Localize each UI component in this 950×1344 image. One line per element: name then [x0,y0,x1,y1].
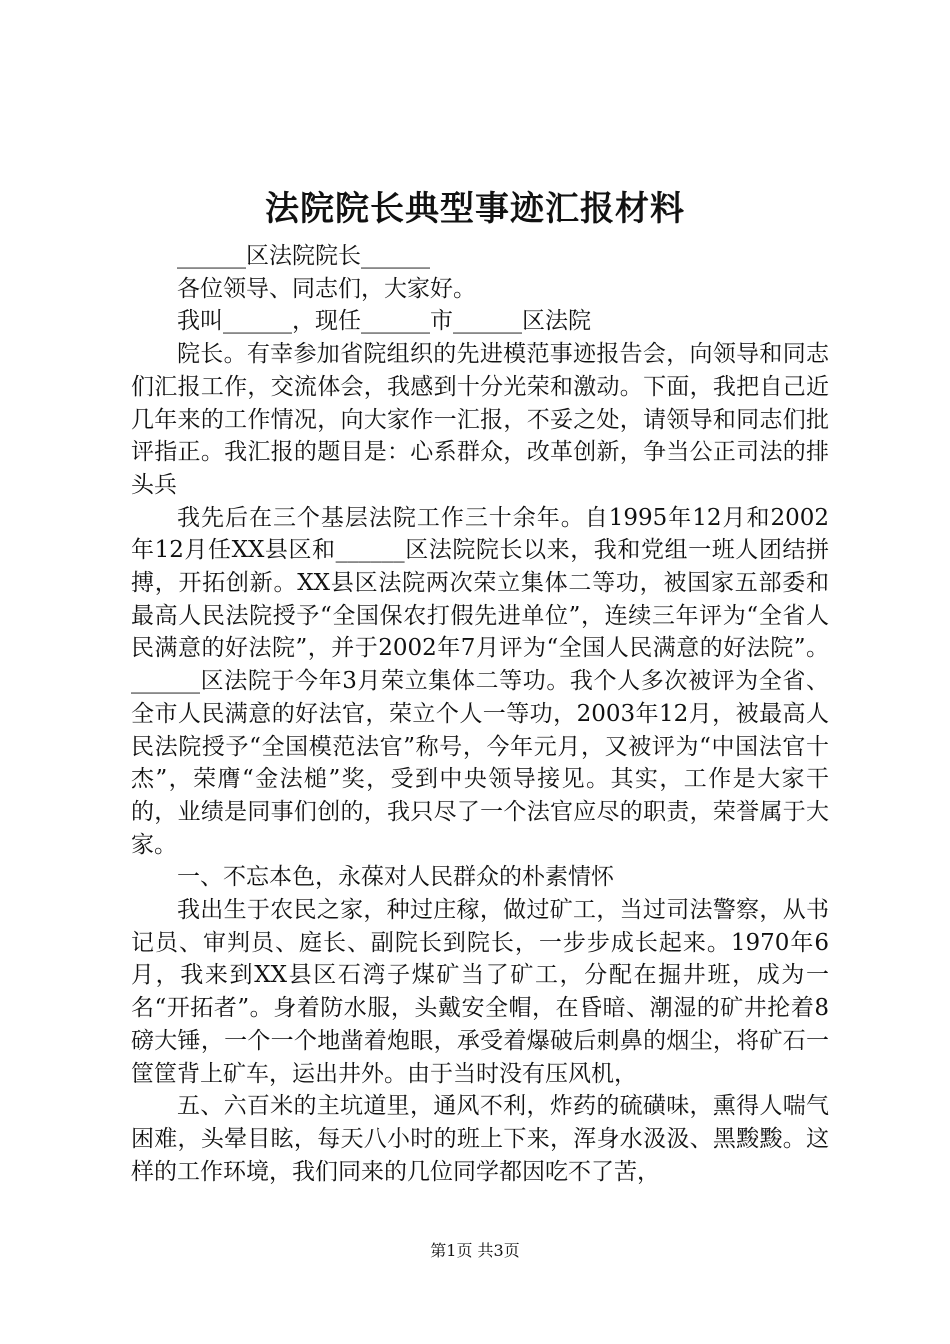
paragraph-report-topic: 院长。有幸参加省院组织的先进模范事迹报告会，向领导和同志们汇报工作，交流体会，我感到十分光荣和激动。下面，我把自己近几年来的工作情况，向大家作一汇报，不妥之处，请领导和同志们批评指正。我汇报的题目是：心系群众，改革创新，争当公正司法的排头兵 [131,341,829,498]
paragraph-career-summary: 我先后在三个基层法院工作三十余年。自1995年12月和2002年12月任XX县区和______区法院院长以来，我和党组一班人团结拼搏，开拓创新。XX县区法院两次荣立集体二等功，被国家五部委和最高人民法院授予“全国保农打假先进单位”，连续三年评为“全省人民满意的好法院”，并于2002年7月评为“全国人民满意的好法院”。______区法院于今年3月荣立集体二等功。我个人多次被评为全省、全市人民满意的好法官，荣立个人一等功，2003年12月，被最高人民法院授予“全国模范法官”称号，今年元月，又被评为“中国法官十杰”，荣膺“金法槌”奖，受到中央领导接见。其实，工作是大家干的，业绩是同事们创的，我只尽了一个法官应尽的职责，荣誉属于大家。 [131,504,829,858]
paragraph-author-line: ______区法院院长______ [177,243,430,269]
document-body [131,240,829,1188]
page-number-footer: 第1页 共3页 [430,1241,520,1260]
document-title: 法院院长典型事迹汇报材料 [265,189,685,229]
paragraph-self-intro: 我叫______，现任______市______区法院 [177,308,591,335]
paragraph-mine-conditions: 五、六百米的主坑道里，通风不利，炸药的硫磺味，熏得人喘气困难，头晕目眩，每天八小时的班上下来，浑身水汲汲、黑黢黢。这样的工作环境，我们同来的几位同学都因吃不了苦， [131,1093,829,1185]
section-heading-one: 一、不忘本色，永葆对人民群众的朴素情怀 [177,864,614,891]
paragraph-background: 我出生于农民之家，种过庄稼，做过矿工，当过司法警察，从书记员、审判员、庭长、副院长到院长，一步步成长起来。1970年6月，我来到XX县区石湾子煤矿当了矿工，分配在掘井班，成为一名“开拓者”。身着防水服，头戴安全帽，在昏暗、潮湿的矿井抡着8磅大锤，一个一个地凿着炮眼，承受着爆破后刺鼻的烟尘，将矿石一筐筐背上矿车，运出井外。由于当时没有压风机， [131,897,829,1087]
paragraph-greeting: 各位领导、同志们，大家好。 [177,275,476,302]
